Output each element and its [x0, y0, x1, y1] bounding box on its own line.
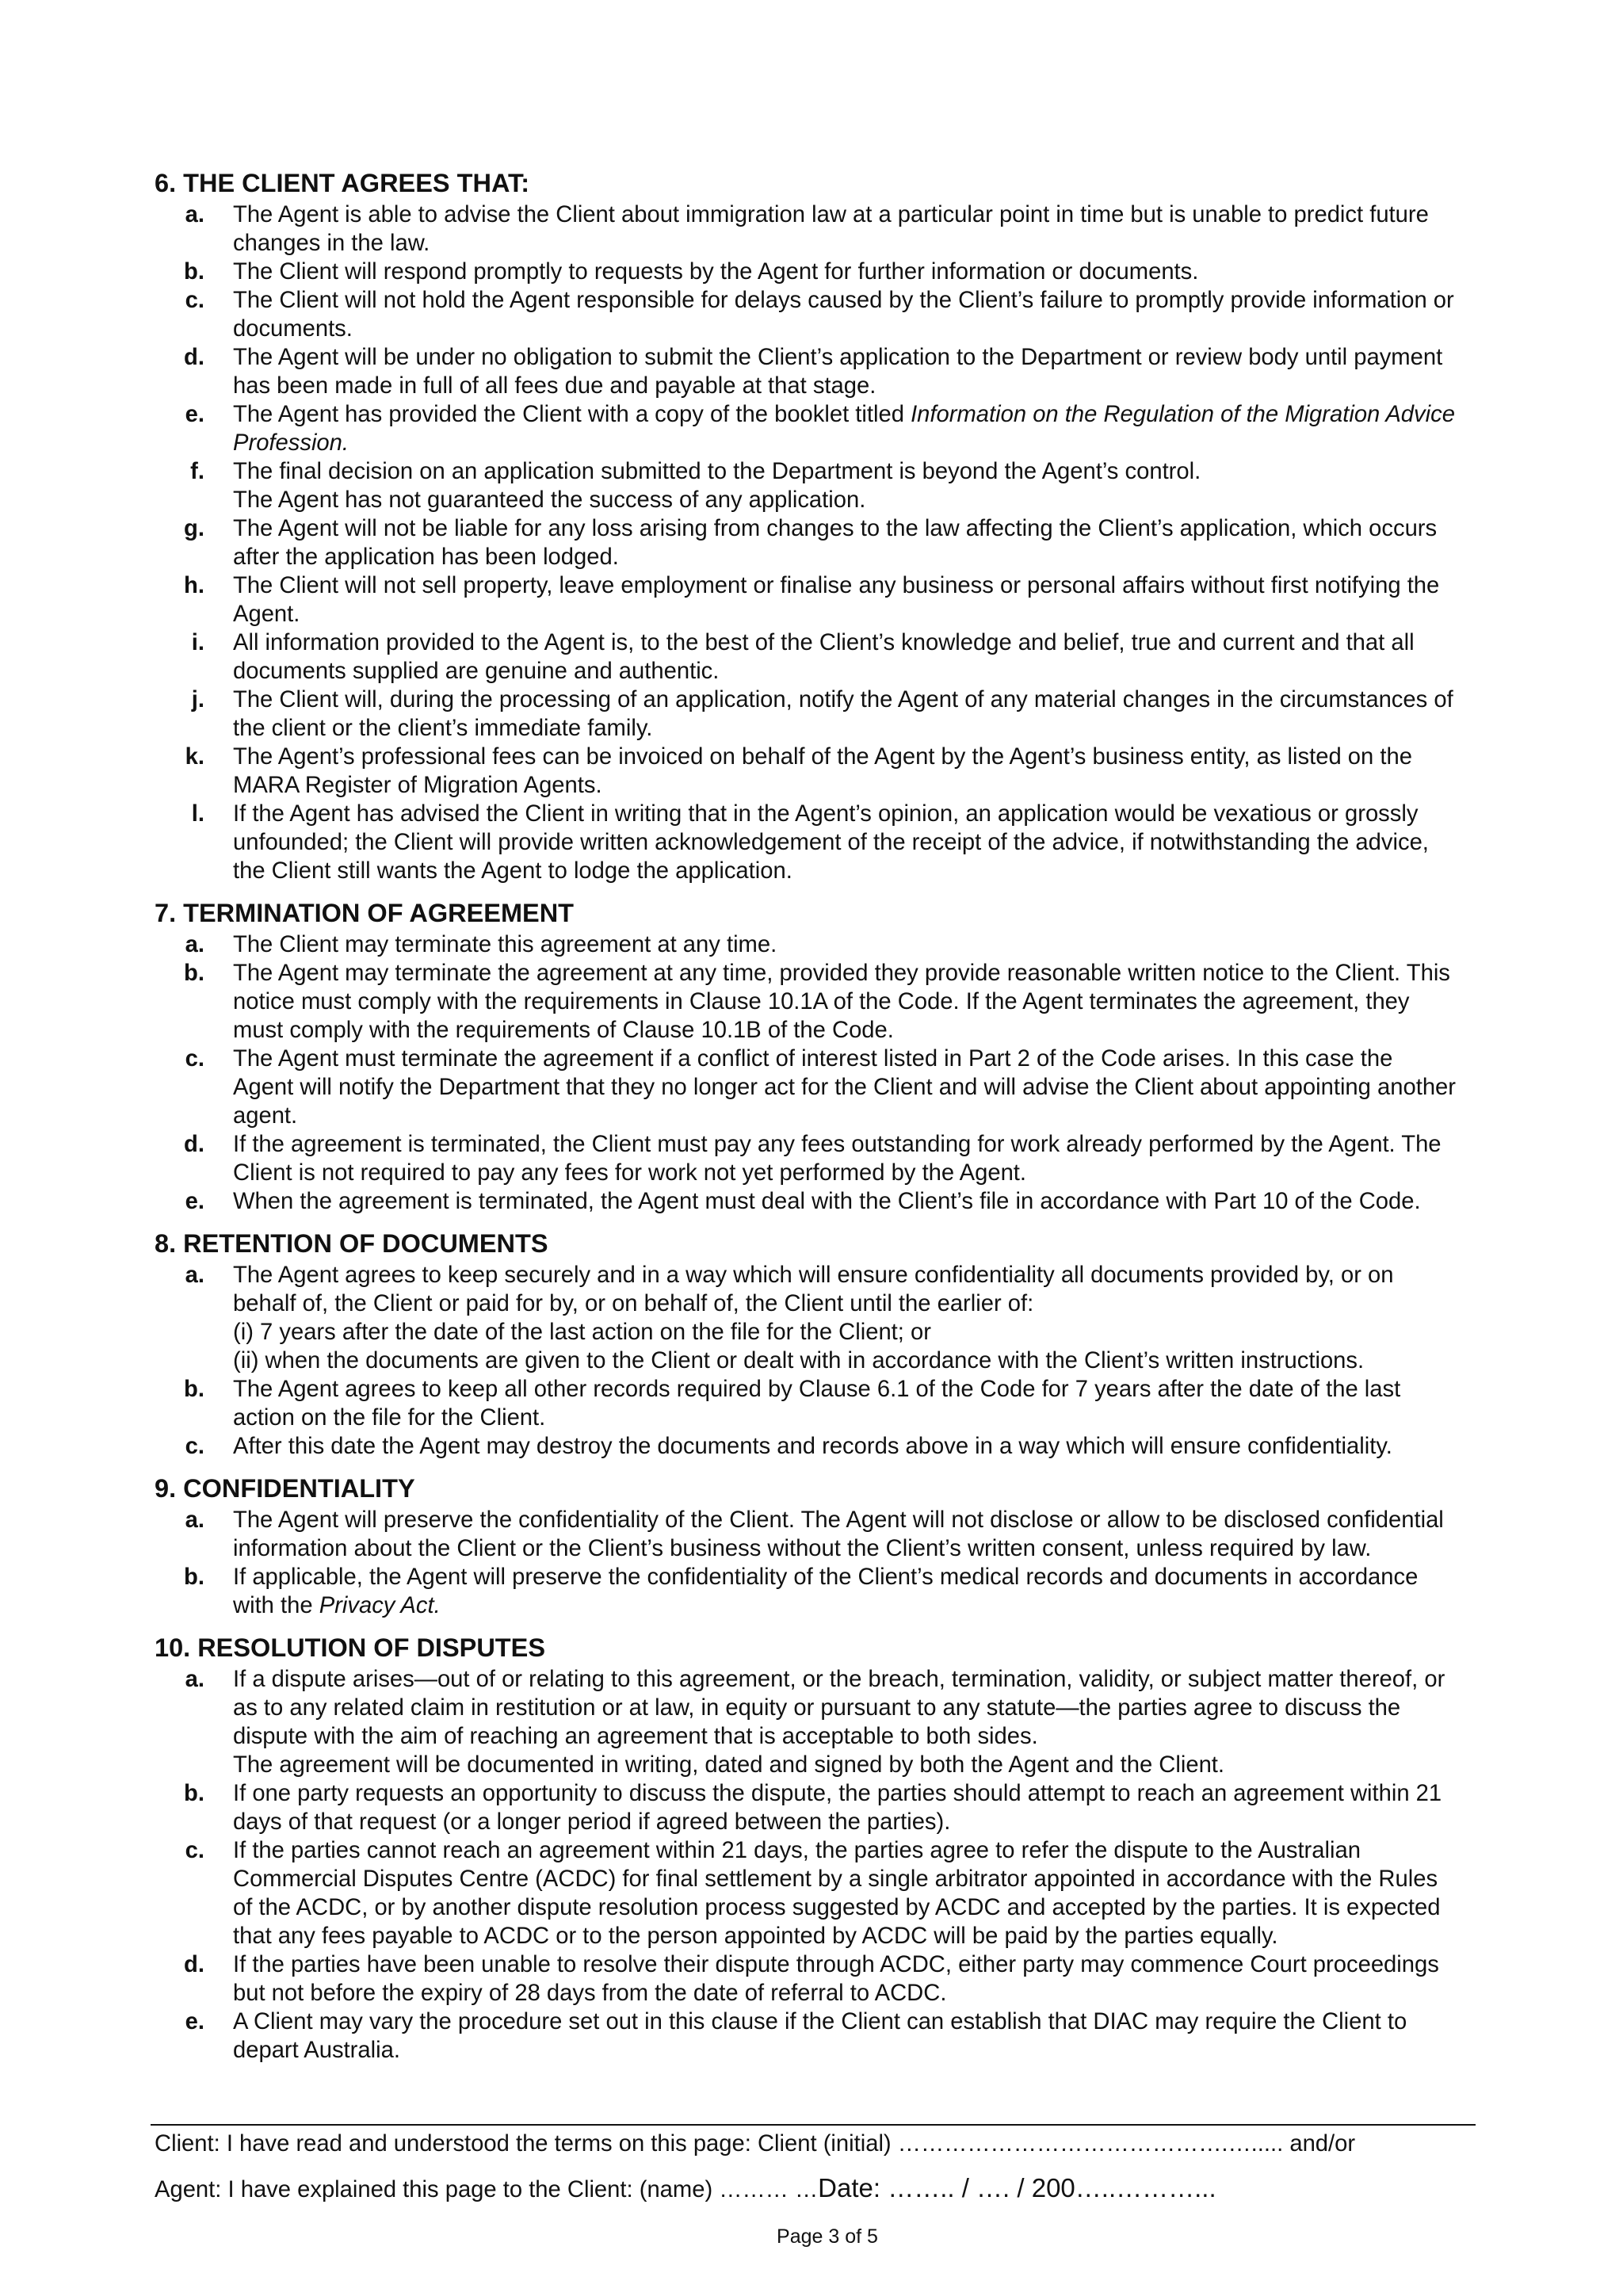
clause-line: changes in the law.	[233, 231, 430, 256]
agent-signoff-line	[155, 2173, 1216, 2203]
clause-item	[155, 514, 1549, 571]
clause-line: The Client may terminate this agreement at any time.	[233, 932, 777, 957]
clause-text	[233, 1187, 1549, 1216]
clause-subitem: (ii) when the documents are given to the Client or dealt with in accordance with the Client’s written instructions.	[233, 1348, 1365, 1373]
clause-item	[155, 201, 1549, 258]
clause-text	[233, 201, 1549, 258]
clause-letter: d.	[184, 345, 204, 370]
section-termination	[155, 896, 1549, 1216]
clause-line: dispute with the aim of reaching an agreement that is acceptable to both sides.	[233, 1724, 1038, 1749]
clause-line: as to any related claim in restitution or at law, in equity or pursuant to any statute—the parties agree to discuss the	[233, 1695, 1401, 1721]
clause-letter: e.	[185, 2009, 204, 2034]
clause-item	[155, 571, 1549, 628]
clause-text	[233, 1375, 1549, 1432]
clause-line: after the application has been lodged.	[233, 544, 619, 570]
clause-line: The agreement will be documented in writing, dated and signed by both the Agent and the Client.	[233, 1752, 1225, 1778]
clause-item	[155, 686, 1549, 743]
clause-item	[155, 1950, 1549, 2008]
clause-item	[155, 1375, 1549, 1432]
clause-line: The Agent agrees to keep securely and in a way which will ensure confidentiality all documents provided by, or on	[233, 1263, 1394, 1288]
section-heading: 9. CONFIDENTIALITY	[155, 1474, 415, 1503]
clause-line: If the parties cannot reach an agreement within 21 days, the parties agree to refer the dispute to the Australian	[233, 1838, 1361, 1863]
clause-letter: b.	[184, 1377, 204, 1402]
clause-line: Agent will notify the Department that they no longer act for the Client and will advise the Client about appointing another	[233, 1075, 1457, 1100]
clause-line: When the agreement is terminated, the Agent must deal with the Client’s file in accordance with Part 10 of the Code.	[233, 1189, 1421, 1214]
clause-item	[155, 930, 1549, 959]
clause-line	[233, 1591, 1549, 1620]
clause-text	[233, 400, 1549, 457]
clause-item	[155, 1045, 1549, 1130]
clause-text	[233, 1432, 1549, 1461]
clause-letter: a.	[185, 1667, 204, 1692]
clause-letter: c.	[185, 1434, 204, 1459]
clause-letter: d.	[184, 1132, 204, 1157]
date-field: Date: …….. / …. / 200…..………...	[818, 2173, 1216, 2202]
clause-line: the client or the client’s immediate family.	[233, 716, 653, 741]
clause-item	[155, 2008, 1549, 2065]
clause-subitem: (i) 7 years after the date of the last action on the file for the Client; or	[233, 1320, 931, 1345]
clause-line: If the parties have been unable to resolve their dispute through ACDC, either party may commence Court proceedings	[233, 1952, 1439, 1977]
clause-line: depart Australia.	[233, 2038, 400, 2063]
document-body	[155, 166, 1549, 2076]
clause-letter: b.	[184, 259, 204, 285]
clause-text	[233, 800, 1549, 885]
clause-line: Agent.	[233, 602, 300, 627]
clause-line: The Agent will be under no obligation to submit the Client’s application to the Department or review body until payment	[233, 345, 1443, 370]
clause-letter: e.	[185, 402, 204, 427]
clause-line: The Agent is able to advise the Client about immigration law at a particular point in time but is unable to predict future	[233, 202, 1429, 227]
clause-line	[233, 400, 1549, 429]
clause-line: A Client may vary the procedure set out in this clause if the Client can establish that DIAC may require the Client to	[233, 2009, 1407, 2034]
clause-letter: b.	[184, 1781, 204, 1806]
clause-line: must comply with the requirements of Clause 10.1B of the Code.	[233, 1018, 894, 1043]
clause-item	[155, 286, 1549, 343]
section-heading: 7. TERMINATION OF AGREEMENT	[155, 899, 575, 927]
footer-divider	[151, 2124, 1476, 2126]
clause-text	[233, 1045, 1549, 1130]
clause-item	[155, 1563, 1549, 1620]
clause-text	[233, 2008, 1549, 2065]
clause-text-run: The Agent has provided the Client with a copy of the booklet titled	[233, 402, 911, 427]
clause-letter: c.	[185, 1838, 204, 1863]
clause-line: the Client still wants the Agent to lodge the application.	[233, 858, 792, 884]
clause-text	[233, 1665, 1549, 1779]
clause-text-run: with the	[233, 1593, 319, 1618]
clause-letter: d.	[184, 1952, 204, 1977]
clause-line: The Agent will not be liable for any loss arising from changes to the law affecting the Client’s application, which occurs	[233, 516, 1438, 541]
clause-line: of the ACDC, or by another dispute resolution process suggested by ACDC and accepted by the parties. It is expected	[233, 1895, 1441, 1920]
clause-line: The Agent agrees to keep all other records required by Clause 6.1 of the Code for 7 years after the date of the last	[233, 1377, 1401, 1402]
clause-line: but not before the expiry of 28 days from the date of referral to ACDC.	[233, 1981, 947, 2006]
clause-line: The Client will respond promptly to requests by the Agent for further information or documents.	[233, 259, 1199, 285]
clause-item	[155, 628, 1549, 686]
clause-letter: a.	[185, 202, 204, 227]
clause-text	[233, 343, 1549, 400]
clause-item	[155, 1187, 1549, 1216]
clause-line: All information provided to the Agent is, to the best of the Client’s knowledge and belief, true and current and that all	[233, 630, 1415, 655]
agent-name-field: Agent: I have explained this page to the Client: (name) ……… …	[155, 2177, 819, 2202]
clause-line: The Agent may terminate the agreement at any time, provided they provide reasonable written notice to the Client. This	[233, 961, 1450, 986]
clause-line: The Client will not sell property, leave employment or finalise any business or personal affairs without first notifying the	[233, 573, 1440, 598]
clause-item	[155, 343, 1549, 400]
clause-line: The Agent must terminate the agreement if a conflict of interest listed in Part 2 of the Code arises. In this case the	[233, 1046, 1393, 1072]
clause-line: that any fees payable to ACDC or to the person appointed by ACDC will be paid by the parties equally.	[233, 1924, 1278, 1949]
clause-text	[233, 930, 1549, 959]
clause-line: unfounded; the Client will provide written acknowledgement of the receipt of the advice, if notwithstanding the advice,	[233, 830, 1429, 855]
clause-item	[155, 1506, 1549, 1563]
clause-letter: b.	[184, 1564, 204, 1590]
clause-letter: c.	[185, 288, 204, 313]
clause-letter: k.	[185, 744, 204, 770]
page-number: Page 3 of 5	[777, 2225, 878, 2248]
clause-letter: a.	[185, 932, 204, 957]
clause-line: If applicable, the Agent will preserve the confidentiality of the Client’s medical records and documents in accordance	[233, 1564, 1419, 1590]
booklet-title: Information on the Regulation of the Migration Advice	[911, 402, 1455, 427]
clause-letter: b.	[184, 961, 204, 986]
clause-text	[233, 258, 1549, 286]
clause-line: information about the Client or the Client’s business without the Client’s written consent, unless required by law.	[233, 1536, 1372, 1561]
section-heading: 6. THE CLIENT AGREES THAT:	[155, 169, 530, 197]
clause-text	[233, 959, 1549, 1045]
clause-line: The Agent’s professional fees can be invoiced on behalf of the Agent by the Agent’s business entity, as listed on the	[233, 744, 1412, 770]
clause-line: days of that request (or a longer period if agreed between the parties).	[233, 1809, 951, 1835]
booklet-title-cont: Profession.	[233, 430, 349, 456]
clause-text	[233, 628, 1549, 686]
clause-item	[155, 1836, 1549, 1950]
clause-text	[233, 286, 1549, 343]
clause-text	[233, 1779, 1549, 1836]
clause-line: behalf of, the Client or paid for by, or on behalf of, the Client until the earlier of:	[233, 1291, 1034, 1316]
clause-line: documents.	[233, 316, 353, 342]
clause-line: has been made in full of all fees due and payable at that stage.	[233, 373, 876, 399]
clause-text	[233, 1506, 1549, 1563]
section-retention	[155, 1227, 1549, 1461]
clause-letter: a.	[185, 1507, 204, 1533]
clause-item	[155, 1432, 1549, 1461]
clause-line: notice must comply with the requirements in Clause 10.1A of the Code. If the Agent terminates the agreement, they	[233, 989, 1410, 1014]
clause-letter: f.	[190, 459, 204, 484]
clause-line: MARA Register of Migration Agents.	[233, 773, 602, 798]
clause-letter: h.	[184, 573, 204, 598]
clause-text	[233, 1836, 1549, 1950]
clause-item	[155, 457, 1549, 514]
clause-letter: g.	[184, 516, 204, 541]
clause-text	[233, 1130, 1549, 1187]
section-heading: 10. RESOLUTION OF DISPUTES	[155, 1633, 545, 1662]
clause-item	[155, 1261, 1549, 1375]
clause-letter: j.	[191, 687, 204, 712]
clause-letter: e.	[185, 1189, 204, 1214]
clause-line: agent.	[233, 1103, 298, 1129]
clause-line: Commercial Disputes Centre (ACDC) for final settlement by a single arbitrator appointed in accordance with the Rules	[233, 1866, 1438, 1892]
clause-line: The Agent has not guaranteed the success of any application.	[233, 487, 866, 513]
clause-item	[155, 400, 1549, 457]
clause-line	[233, 429, 1549, 457]
clause-letter: c.	[185, 1046, 204, 1072]
clause-letter: a.	[185, 1263, 204, 1288]
section-heading: 8. RETENTION OF DOCUMENTS	[155, 1229, 548, 1258]
act-title: Privacy Act.	[319, 1593, 441, 1618]
clause-line: If one party requests an opportunity to discuss the dispute, the parties should attempt to reach an agreement within 21	[233, 1781, 1442, 1806]
clause-line: Client is not required to pay any fees for work not yet performed by the Agent.	[233, 1160, 1027, 1186]
clause-item	[155, 258, 1549, 286]
clause-item	[155, 743, 1549, 800]
clause-line: After this date the Agent may destroy the documents and records above in a way which will ensure confidentiality.	[233, 1434, 1392, 1459]
clause-item	[155, 1130, 1549, 1187]
clause-item	[155, 959, 1549, 1045]
client-initial-line: Client: I have read and understood the terms on this page: Client (initial) …………………………………….…..... and/or	[155, 2131, 1356, 2157]
clause-text	[233, 1950, 1549, 2008]
clause-letter: l.	[191, 801, 204, 827]
clause-line: The Client will not hold the Agent responsible for delays caused by the Client’s failure to promptly provide information or	[233, 288, 1454, 313]
clause-line: If a dispute arises—out of or relating to this agreement, or the breach, termination, validity, or subject matter thereof, or	[233, 1667, 1445, 1692]
clause-line: The Client will, during the processing of an application, notify the Agent of any material changes in the circumstances of	[233, 687, 1453, 712]
clause-item	[155, 1779, 1549, 1836]
clause-letter: i.	[191, 630, 204, 655]
clause-text	[233, 457, 1549, 514]
clause-text	[233, 743, 1549, 800]
clause-line: documents supplied are genuine and authentic.	[233, 659, 720, 684]
clause-line: If the agreement is terminated, the Client must pay any fees outstanding for work already performed by the Agent. The	[233, 1132, 1442, 1157]
section-disputes	[155, 1631, 1549, 2065]
clause-text	[233, 1563, 1549, 1620]
clause-line: The Agent will preserve the confidentiality of the Client. The Agent will not disclose or allow to be disclosed confidential	[233, 1507, 1444, 1533]
section-confidentiality	[155, 1472, 1549, 1620]
clause-text	[233, 1261, 1549, 1375]
clause-item	[155, 800, 1549, 885]
clause-line: If the Agent has advised the Client in writing that in the Agent’s opinion, an application would be vexatious or grossly	[233, 801, 1419, 827]
clause-line: action on the file for the Client.	[233, 1405, 546, 1431]
clause-text	[233, 686, 1549, 743]
clause-text	[233, 571, 1549, 628]
clause-line: The final decision on an application submitted to the Department is beyond the Agent’s control.	[233, 459, 1201, 484]
clause-text	[233, 514, 1549, 571]
clause-item	[155, 1665, 1549, 1779]
section-client-agrees	[155, 166, 1549, 885]
